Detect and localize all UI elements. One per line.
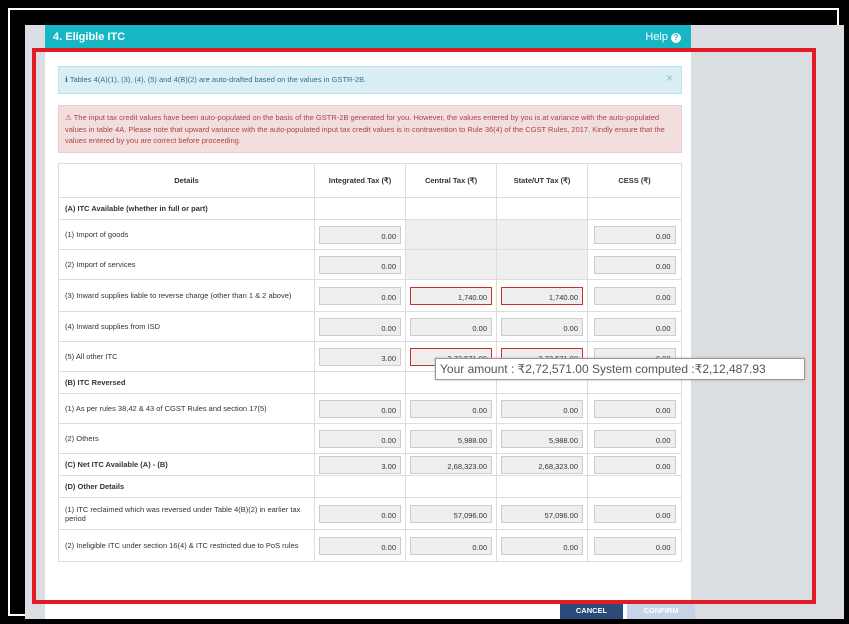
cess-input[interactable]: 0.00 xyxy=(594,505,676,523)
state-tax-input[interactable]: 0.00 xyxy=(501,318,583,336)
cess-input[interactable]: 0.00 xyxy=(594,226,676,244)
row-label: (2) Ineligible ITC under section 16(4) & ITC restricted due to PoS rules xyxy=(59,530,315,562)
integrated-tax-input[interactable]: 0.00 xyxy=(319,287,401,305)
state-tax-input[interactable]: 1,740.00 xyxy=(501,287,583,305)
cess-input[interactable]: 0.00 xyxy=(594,456,676,474)
section-title: 4. Eligible ITC xyxy=(53,31,126,43)
state-tax-input[interactable]: 5,988.00 xyxy=(501,430,583,448)
screen xyxy=(25,25,844,619)
close-icon[interactable]: × xyxy=(665,71,673,85)
cancel-button[interactable]: CANCEL xyxy=(560,600,623,619)
row-label: (1) ITC reclaimed which was reversed under Table 4(B)(2) in earlier tax period xyxy=(59,498,315,530)
integrated-tax-input[interactable]: 0.00 xyxy=(319,537,401,555)
table-row xyxy=(59,424,682,454)
central-tax-input[interactable]: 0.00 xyxy=(410,318,492,336)
col-header-details: Details xyxy=(59,164,315,198)
section-row-a xyxy=(59,198,682,220)
table-row xyxy=(59,394,682,424)
integrated-tax-input[interactable]: 0.00 xyxy=(319,318,401,336)
table-row xyxy=(59,280,682,312)
col-header-cess: CESS (₹) xyxy=(588,164,682,198)
table-row xyxy=(59,530,682,562)
info-alert-text: Tables 4(A)(1), (3), (4), (5) and 4(B)(2) are auto-drafted based on the values in GSTR-2B. xyxy=(69,75,367,84)
col-header-central-tax: Central Tax (₹) xyxy=(406,164,497,198)
help-label[interactable]: Help xyxy=(645,31,668,43)
integrated-tax-input[interactable]: 0.00 xyxy=(319,226,401,244)
integrated-tax-input[interactable]: 3.00 xyxy=(319,456,401,474)
warning-alert-text: The input tax credit values have been auto-populated on the basis of the GSTR-2B generated for you. However, the values entered by you is at variance with the auto-populated values in table 4A. Please note that upward variance with the auto-populated input tax credit values is in contravention to Rule 36(4) of the CGST Rules, 2017. Kindly ensure that the values entered by you are correct before proceeding. xyxy=(65,113,665,145)
row-label: (3) Inward supplies liable to reverse charge (other than 1 & 2 above) xyxy=(59,280,315,312)
col-header-state-tax: State/UT Tax (₹) xyxy=(497,164,588,198)
integrated-tax-input[interactable]: 0.00 xyxy=(319,400,401,418)
row-label: (1) As per rules 38,42 & 43 of CGST Rules and section 17(5) xyxy=(59,394,315,424)
row-label: (2) Import of services xyxy=(59,250,315,280)
variance-tooltip: Your amount : ₹2,72,571.00 System computed :₹2,12,487.93 xyxy=(435,358,805,380)
table-row xyxy=(59,250,682,280)
central-tax-input[interactable]: 2,68,323.00 xyxy=(410,456,492,474)
cess-input[interactable]: 0.00 xyxy=(594,537,676,555)
col-header-integrated-tax: Integrated Tax (₹) xyxy=(315,164,406,198)
confirm-button[interactable]: CONFIRM xyxy=(627,600,695,619)
window-frame xyxy=(8,8,839,616)
cess-input[interactable]: 0.00 xyxy=(594,400,676,418)
row-label: (5) All other ITC xyxy=(59,342,315,372)
help-icon[interactable]: ? xyxy=(671,33,681,43)
section-header xyxy=(45,25,691,51)
cess-input[interactable]: 0.00 xyxy=(594,318,676,336)
info-icon: ℹ xyxy=(65,75,68,84)
integrated-tax-input[interactable]: 0.00 xyxy=(319,505,401,523)
row-label: (2) Others xyxy=(59,424,315,454)
state-tax-input[interactable]: 0.00 xyxy=(501,537,583,555)
cess-input[interactable]: 0.00 xyxy=(594,430,676,448)
section-label: (B) ITC Reversed xyxy=(59,372,315,394)
integrated-tax-input[interactable]: 0.00 xyxy=(319,430,401,448)
section-label: (C) Net ITC Available (A) - (B) xyxy=(59,454,315,476)
row-label: (4) Inward supplies from ISD xyxy=(59,312,315,342)
central-tax-input[interactable]: 1,740.00 xyxy=(410,287,492,305)
central-tax-input[interactable]: 5,988.00 xyxy=(410,430,492,448)
integrated-tax-input[interactable]: 3.00 xyxy=(319,348,401,366)
table-row-net-itc xyxy=(59,454,682,476)
section-row-d xyxy=(59,476,682,498)
table-row xyxy=(59,220,682,250)
section-label: (D) Other Details xyxy=(59,476,315,498)
row-label: (1) Import of goods xyxy=(59,220,315,250)
state-tax-input[interactable]: 57,096.00 xyxy=(501,505,583,523)
cess-input[interactable]: 0.00 xyxy=(594,287,676,305)
state-tax-input[interactable]: 0.00 xyxy=(501,400,583,418)
section-label: (A) ITC Available (whether in full or part) xyxy=(59,198,315,220)
cess-input[interactable]: 0.00 xyxy=(594,256,676,274)
help-link[interactable] xyxy=(645,31,681,43)
central-tax-input[interactable]: 0.00 xyxy=(410,537,492,555)
warning-icon: ⚠ xyxy=(65,113,72,122)
state-tax-input[interactable]: 2,68,323.00 xyxy=(501,456,583,474)
table-row xyxy=(59,312,682,342)
integrated-tax-input[interactable]: 0.00 xyxy=(319,256,401,274)
central-tax-input[interactable]: 0.00 xyxy=(410,400,492,418)
central-tax-input[interactable]: 57,096.00 xyxy=(410,505,492,523)
table-row xyxy=(59,498,682,530)
warning-alert xyxy=(58,105,682,153)
info-alert xyxy=(58,66,682,94)
